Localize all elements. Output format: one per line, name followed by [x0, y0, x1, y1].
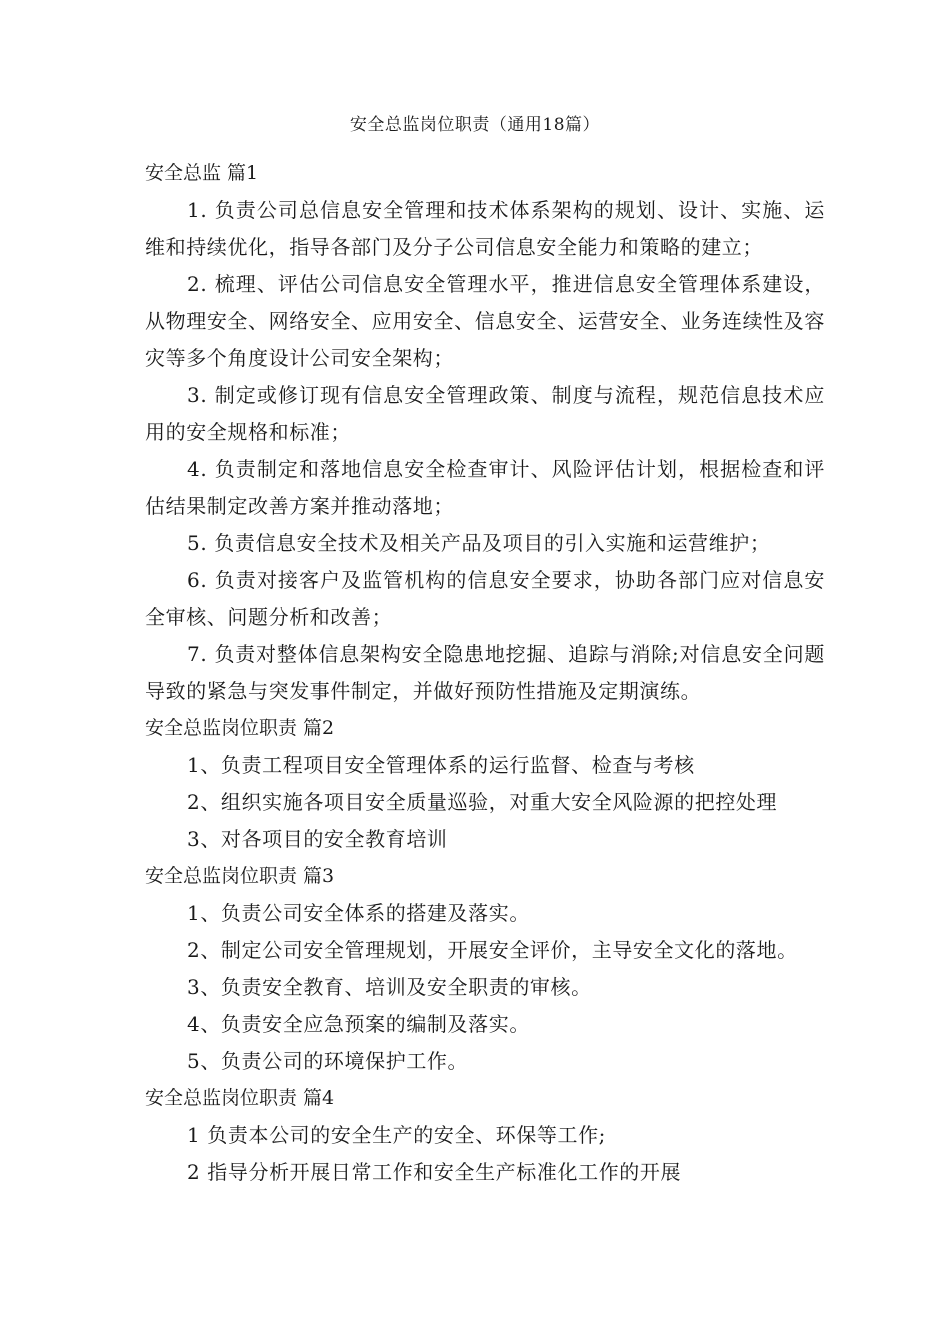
paragraph: 7. 负责对整体信息架构安全隐患地挖掘、追踪与消除;对信息安全问题导致的紧急与突发事件制定，并做好预防性措施及定期演练。	[145, 642, 825, 703]
section-3	[145, 858, 825, 1080]
section-heading: 安全总监岗位职责 篇4	[145, 1087, 335, 1109]
document-title: 安全总监岗位职责（通用18篇）	[349, 115, 601, 135]
paragraph: 1、负责工程项目安全管理体系的运行监督、检查与考核	[187, 753, 695, 777]
paragraph: 6. 负责对接客户及监管机构的信息安全要求，协助各部门应对信息安全审核、问题分析和改善；	[145, 568, 825, 629]
section-heading: 安全总监岗位职责 篇3	[145, 865, 335, 887]
section-heading: 安全总监岗位职责 篇2	[145, 717, 335, 739]
paragraph: 5、负责公司的环境保护工作。	[187, 1049, 469, 1073]
section-2	[145, 710, 825, 858]
document-body	[145, 155, 825, 1191]
section-4	[145, 1080, 825, 1191]
paragraph: 1、负责公司安全体系的搭建及落实。	[187, 901, 530, 925]
paragraph: 1 负责本公司的安全生产的安全、环保等工作;	[187, 1123, 607, 1147]
paragraph: 3、对各项目的安全教育培训	[187, 827, 448, 851]
paragraph: 2、组织实施各项目安全质量巡验，对重大安全风险源的把控处理	[187, 790, 778, 814]
paragraph: 2. 梳理、评估公司信息安全管理水平，推进信息安全管理体系建设，从物理安全、网络安全、应用安全、信息安全、运营安全、业务连续性及容灾等多个角度设计公司安全架构；	[145, 272, 825, 370]
paragraph: 3. 制定或修订现有信息安全管理政策、制度与流程，规范信息技术应用的安全规格和标准；	[145, 383, 825, 444]
paragraph: 5. 负责信息安全技术及相关产品及项目的引入实施和运营维护；	[187, 531, 771, 555]
section-1	[145, 155, 825, 710]
paragraph: 4. 负责制定和落地信息安全检查审计、风险评估计划，根据检查和评估结果制定改善方案并推动落地；	[145, 457, 825, 518]
paragraph: 2、制定公司安全管理规划，开展安全评价，主导安全文化的落地。	[187, 938, 798, 962]
paragraph: 4、负责安全应急预案的编制及落实。	[187, 1012, 530, 1036]
section-heading: 安全总监 篇1	[145, 162, 259, 184]
paragraph: 2 指导分析开展日常工作和安全生产标准化工作的开展	[187, 1160, 682, 1184]
paragraph: 1. 负责公司总信息安全管理和技术体系架构的规划、设计、实施、运维和持续优化，指导各部门及分子公司信息安全能力和策略的建立；	[145, 198, 825, 259]
paragraph: 3、负责安全教育、培训及安全职责的审核。	[187, 975, 592, 999]
